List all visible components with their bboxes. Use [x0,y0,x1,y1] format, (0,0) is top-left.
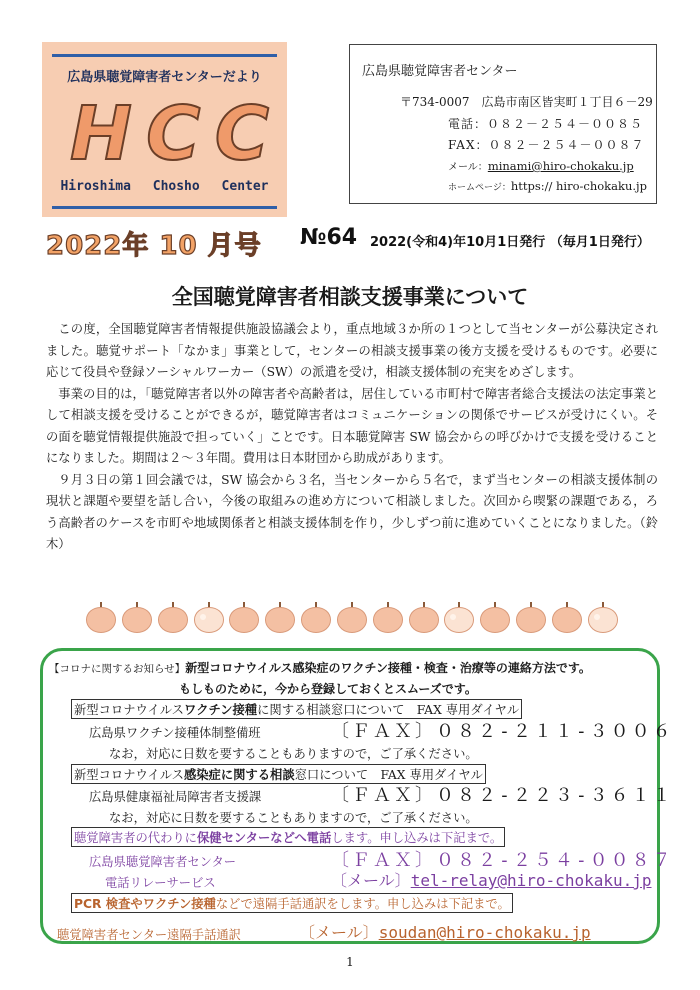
address-mail-label: メール： [448,162,488,173]
s2-fax: 〔ＦＡＸ〕０８２-２２３-３６１１ [331,785,674,806]
apple-icon [194,602,224,632]
s3-bold: 保健センターなどへ電話 [196,831,332,845]
logo-letter-c2: C [214,91,269,177]
apple-icon [552,602,582,632]
s3-org: 広島県聴覚障害者センター [89,855,237,869]
article-paragraph-1: この度，全国聴覚障害者情報提供施設協議会より，重点地域３か所の１つとして当センターが公募決定されました。聴覚サポート「なかま」事業として，センターの相談支援事業の後方支援を受けるものです。必要に応じて役員や登録ソーシャルワーカー（SW）の派遣を受け，相談支援体制の充実をめざします。 [46,322,658,379]
apple-icon [301,602,331,632]
apple-icon [444,602,474,632]
address-web-link[interactable]: https:// hiro-chokaku.jp [510,179,647,193]
s4-org: 聴覚障害者センター遠隔手話通訳 [57,928,241,942]
apple-icon [158,602,188,632]
notice-section-1-heading [71,699,522,719]
apple-icon [409,602,439,632]
notice-section-3-heading [71,827,505,847]
address-mail-link[interactable]: minami@hiro-chokaku.jp [487,159,634,173]
s3-fax: 〔ＦＡＸ〕０８２-２５４-００８７ [331,850,674,871]
s2-post: 窓口について FAX 専用ダイヤル [294,768,483,782]
s2-note: なお，対応に日数を要することもありますので，ご了承ください。 [109,811,478,825]
s4-post: などで遠隔手話通訳をします。申し込みは下記まで。 [215,897,510,911]
newsletter-logo [42,42,287,217]
address-mail-row [448,158,634,173]
address-box [349,44,657,204]
article-headline: 全国聴覚障害者相談支援事業について [171,285,529,309]
apple-divider [86,602,618,636]
logo-letter-c1: C [146,91,201,177]
s2-pre: 新型コロナウイルス [74,768,184,782]
address-web-row [448,179,647,193]
s2-bold: 感染症に関する相談 [183,768,295,782]
s1-post: に関する相談窓口について FAX 専用ダイヤル [257,703,520,717]
apple-icon [265,602,295,632]
issue-number: №64 [300,225,358,250]
logo-letters [70,91,269,177]
apple-icon [122,602,152,632]
address-org: 広島県聴覚障害者センター [362,64,518,79]
s4-mail-label: 〔メール〕 [299,923,379,942]
apple-icon [373,602,403,632]
apple-icon [480,602,510,632]
logo-letter-h: H [70,91,132,177]
apple-icon [516,602,546,632]
covid-notice-box [40,648,674,944]
issue-title: 2022年 10 月号 [46,231,262,261]
notice-intro-line-1 [49,659,591,676]
s4-bold: PCR 検査やワクチン接種 [74,897,216,911]
issue-date: 2022(令和4)年10月1日発行 （毎月1日発行） [370,235,650,250]
logo-top-rule [52,54,277,57]
notice-section-4-heading [71,893,513,913]
notice-intro-1: 新型コロナウイルス感染症のワクチン接種・検査・治療等の連絡方法です。 [185,661,591,675]
address-fax: FAX：０８２－２５４－００８７ [448,138,645,152]
article-paragraph-3: ９月３日の第１回会議では，SW 協会から３名，当センターから５名で，まず当センターの相談支援体制の現状と課題や要望を話し合い，今後の取組みの進め方について相談しました。次回から喫緊の課題である，ろう高齢者のケースを市町や地域関係者と相談支援体制を作り，少しずつ前に進めていくことになりました。（鈴木） [46,472,658,551]
page-number: 1 [346,955,354,969]
address-web-label: ホームページ： [448,183,511,193]
s3-relay: 電話リレーサービス [105,876,216,890]
s3-mail-row [331,868,652,891]
apple-icon [588,602,618,632]
address-postal: 〒734-0007 広島市南区皆実町１丁目６－29 [400,95,653,109]
s2-org: 広島県健康福祉局障害者支援課 [89,790,262,804]
s1-pre: 新型コロナウイルス [74,703,184,717]
s3-mail-label: 〔メール〕 [331,871,411,890]
apple-icon [86,602,116,632]
article-body [46,319,658,556]
apple-icon [337,602,367,632]
logo-subtitle: 広島県聴覚障害者センターだより [67,70,262,85]
s1-note: なお，対応に日数を要することもありますので，ご了承ください。 [109,747,478,761]
notice-intro-2: もしものために，今から登録しておくとスムーズです。 [179,682,477,696]
s1-org: 広島県ワクチン接種体制整備班 [89,726,261,740]
s3-mail-link[interactable]: tel-relay@hiro-chokaku.jp [410,871,652,890]
address-tel: 電話：０８２－２５４－００８５ [448,117,644,131]
apple-icon [229,602,259,632]
article-paragraph-2: 事業の目的は，「聴覚障害者以外の障害者や高齢者は，居住している市町村で障害者総合支援法の法定事業として相談支援を受けることができるが，聴覚障害者はコミュニケーションの関係でサービスが受けにくい。その面を聴覚情報提供施設で担っていく」ことです。日本聴覚障害 SW 協会からの呼びかけで支援を受けることになりました。期間は２～３年間。費用は日本財団から助成があります。 [46,386,658,465]
s3-pre: 聴覚障害者の代わりに [74,831,197,845]
s1-bold: ワクチン接種 [183,703,258,717]
logo-english: Hiroshima Chosho Center [60,179,269,194]
logo-bottom-rule [52,206,277,209]
s4-mail-row [299,920,591,943]
s4-mail-link[interactable]: soudan@hiro-chokaku.jp [378,923,591,942]
s3-post: します。申し込みは下記まで。 [331,831,503,845]
notice-tag: 【コロナに関するお知らせ】 [49,663,186,675]
s1-fax: 〔ＦＡＸ〕０８２-２１１-３００６ [331,721,674,742]
